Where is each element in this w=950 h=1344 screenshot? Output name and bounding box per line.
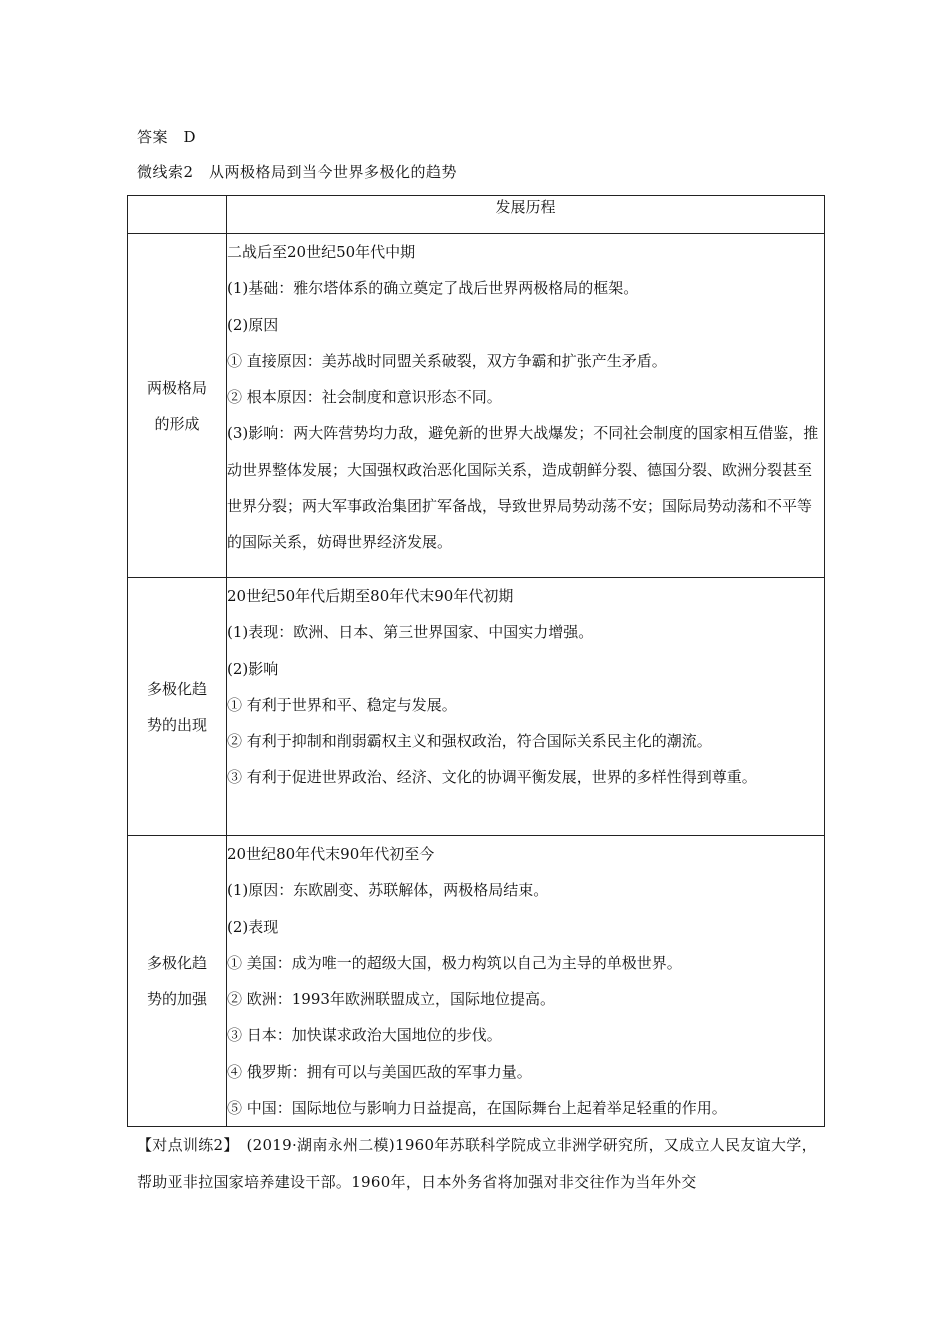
- row-content: [227, 578, 825, 836]
- content-line: ④ 俄罗斯：拥有可以与美国匹敌的军事力量。: [227, 1062, 532, 1081]
- section-heading: 微线索2 从两极格局到当今世界多极化的趋势: [137, 163, 458, 181]
- row-content: [227, 836, 825, 1127]
- row-content: [227, 234, 825, 578]
- row-label: [128, 234, 227, 578]
- content-line: (2)影响: [227, 659, 279, 678]
- content-line: ③ 日本：加快谋求政治大国地位的步伐。: [227, 1026, 502, 1045]
- content-line: ② 根本原因：社会制度和意识形态不同。: [227, 388, 502, 407]
- row-label-line: 势的出现: [146, 715, 207, 734]
- content-line: 二战后至20世纪50年代中期: [227, 243, 416, 261]
- content-line: (2)原因: [227, 315, 279, 334]
- content-line: ① 直接原因：美苏战时同盟关系破裂，双方争霸和扩张产生矛盾。: [227, 351, 667, 370]
- content-line: (1)基础：雅尔塔体系的确立奠定了战后世界两极格局的框架。: [227, 279, 639, 298]
- row-label-line: 多极化趋: [146, 954, 207, 973]
- content-line: ② 有利于抑制和削弱霸权主义和强权政治，符合国际关系民主化的潮流。: [227, 732, 712, 751]
- row-label-line: 势的加强: [146, 990, 207, 1009]
- development-table: [127, 195, 825, 1127]
- answer-line: 答案 D: [137, 128, 197, 146]
- content-line: (1)表现：欧洲、日本、第三世界国家、中国实力增强。: [227, 623, 594, 642]
- row-label-line: 的形成: [154, 414, 200, 433]
- table-row: [128, 234, 825, 578]
- content-line: ⑤ 中国：国际地位与影响力日益提高，在国际舞台上起着举足轻重的作用。: [227, 1099, 727, 1118]
- row-label-line: 多极化趋: [146, 679, 207, 698]
- row-label-line: 两极格局: [146, 378, 207, 397]
- content-line: 20世纪50年代后期至80年代末90年代初期: [227, 587, 514, 605]
- header-cell-title: 发展历程: [227, 196, 825, 234]
- content-line: ① 美国：成为唯一的超级大国，极力构筑以自己为主导的单极世界。: [227, 953, 682, 972]
- practice-paragraph: 【对点训练2】 (2019·湖南永州二模)1960年苏联科学院成立非洲学研究所，又成立人民友谊大学，帮助亚非拉国家培养建设干部。1960年，日本外务省将加强对非交往作为当年外交: [137, 1136, 817, 1191]
- content-line: ③ 有利于促进世界政治、经济、文化的协调平衡发展，世界的多样性得到尊重。: [227, 768, 757, 787]
- row-label: [128, 836, 227, 1127]
- content-line: (3)影响：两大阵营势均力敌，避免新的世界大战爆发；不同社会制度的国家相互借鉴，推动世界整体发展；大国强权政治恶化国际关系，造成朝鲜分裂、德国分裂、欧洲分裂甚至世界分裂；两大军事政治集团扩军备战，导致世界局势动荡不安；国际局势动荡和不平等的国际关系，妨碍世界经济发展。: [227, 424, 819, 552]
- row-label: [128, 578, 227, 836]
- header-cell-empty: [128, 196, 227, 234]
- content-line: 20世纪80年代末90年代初至今: [227, 845, 435, 863]
- content-line: ① 有利于世界和平、稳定与发展。: [227, 695, 457, 714]
- table-row: [128, 836, 825, 1127]
- content-line: (1)原因：东欧剧变、苏联解体，两极格局结束。: [227, 881, 549, 900]
- table-header-row: [128, 196, 825, 234]
- content-line: (2)表现: [227, 917, 279, 936]
- table-row: [128, 578, 825, 836]
- content-line: ② 欧洲：1993年欧洲联盟成立，国际地位提高。: [227, 990, 555, 1009]
